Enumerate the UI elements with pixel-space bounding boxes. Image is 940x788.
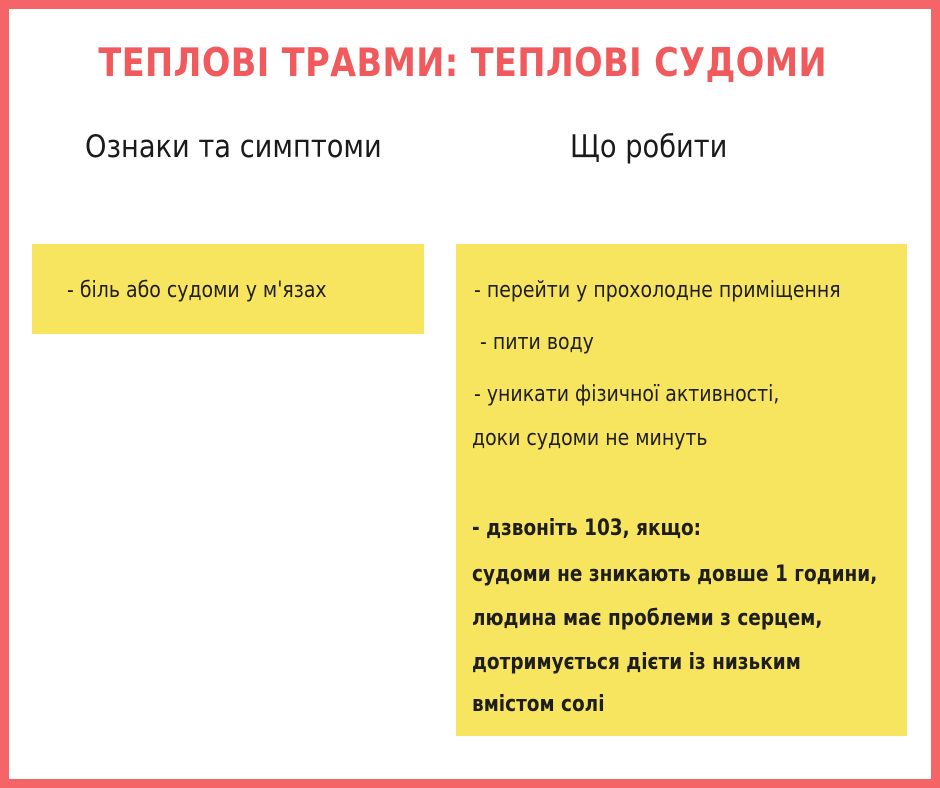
action-item-go-cool-room: - перейти у прохолодне приміщення <box>474 278 841 303</box>
action-item-until-cramps-pass: доки судоми не минуть <box>472 426 708 451</box>
emergency-call-line: - дзвоніть 103, якщо: <box>472 516 702 541</box>
emergency-condition-line: вмістом солі <box>472 692 605 717</box>
symptom-item: - біль або судоми у м'язах <box>67 278 327 303</box>
emergency-condition-line: людина має проблеми з серцем, <box>472 606 823 631</box>
signs-symptoms-heading: Ознаки та симптоми <box>85 129 382 165</box>
emergency-condition-line: дотримується дієти із низьким <box>472 650 801 675</box>
actions-box <box>456 244 907 736</box>
what-to-do-heading: Що робити <box>570 129 728 165</box>
emergency-condition-line: судоми не зникають довше 1 години, <box>472 562 878 587</box>
symptoms-box <box>32 244 424 334</box>
page-title: ТЕПЛОВІ ТРАВМИ: ТЕПЛОВІ СУДОМИ <box>98 41 828 86</box>
action-item-avoid-activity: - уникати фізичної активності, <box>474 382 780 407</box>
action-item-drink-water: - пити воду <box>480 330 594 355</box>
